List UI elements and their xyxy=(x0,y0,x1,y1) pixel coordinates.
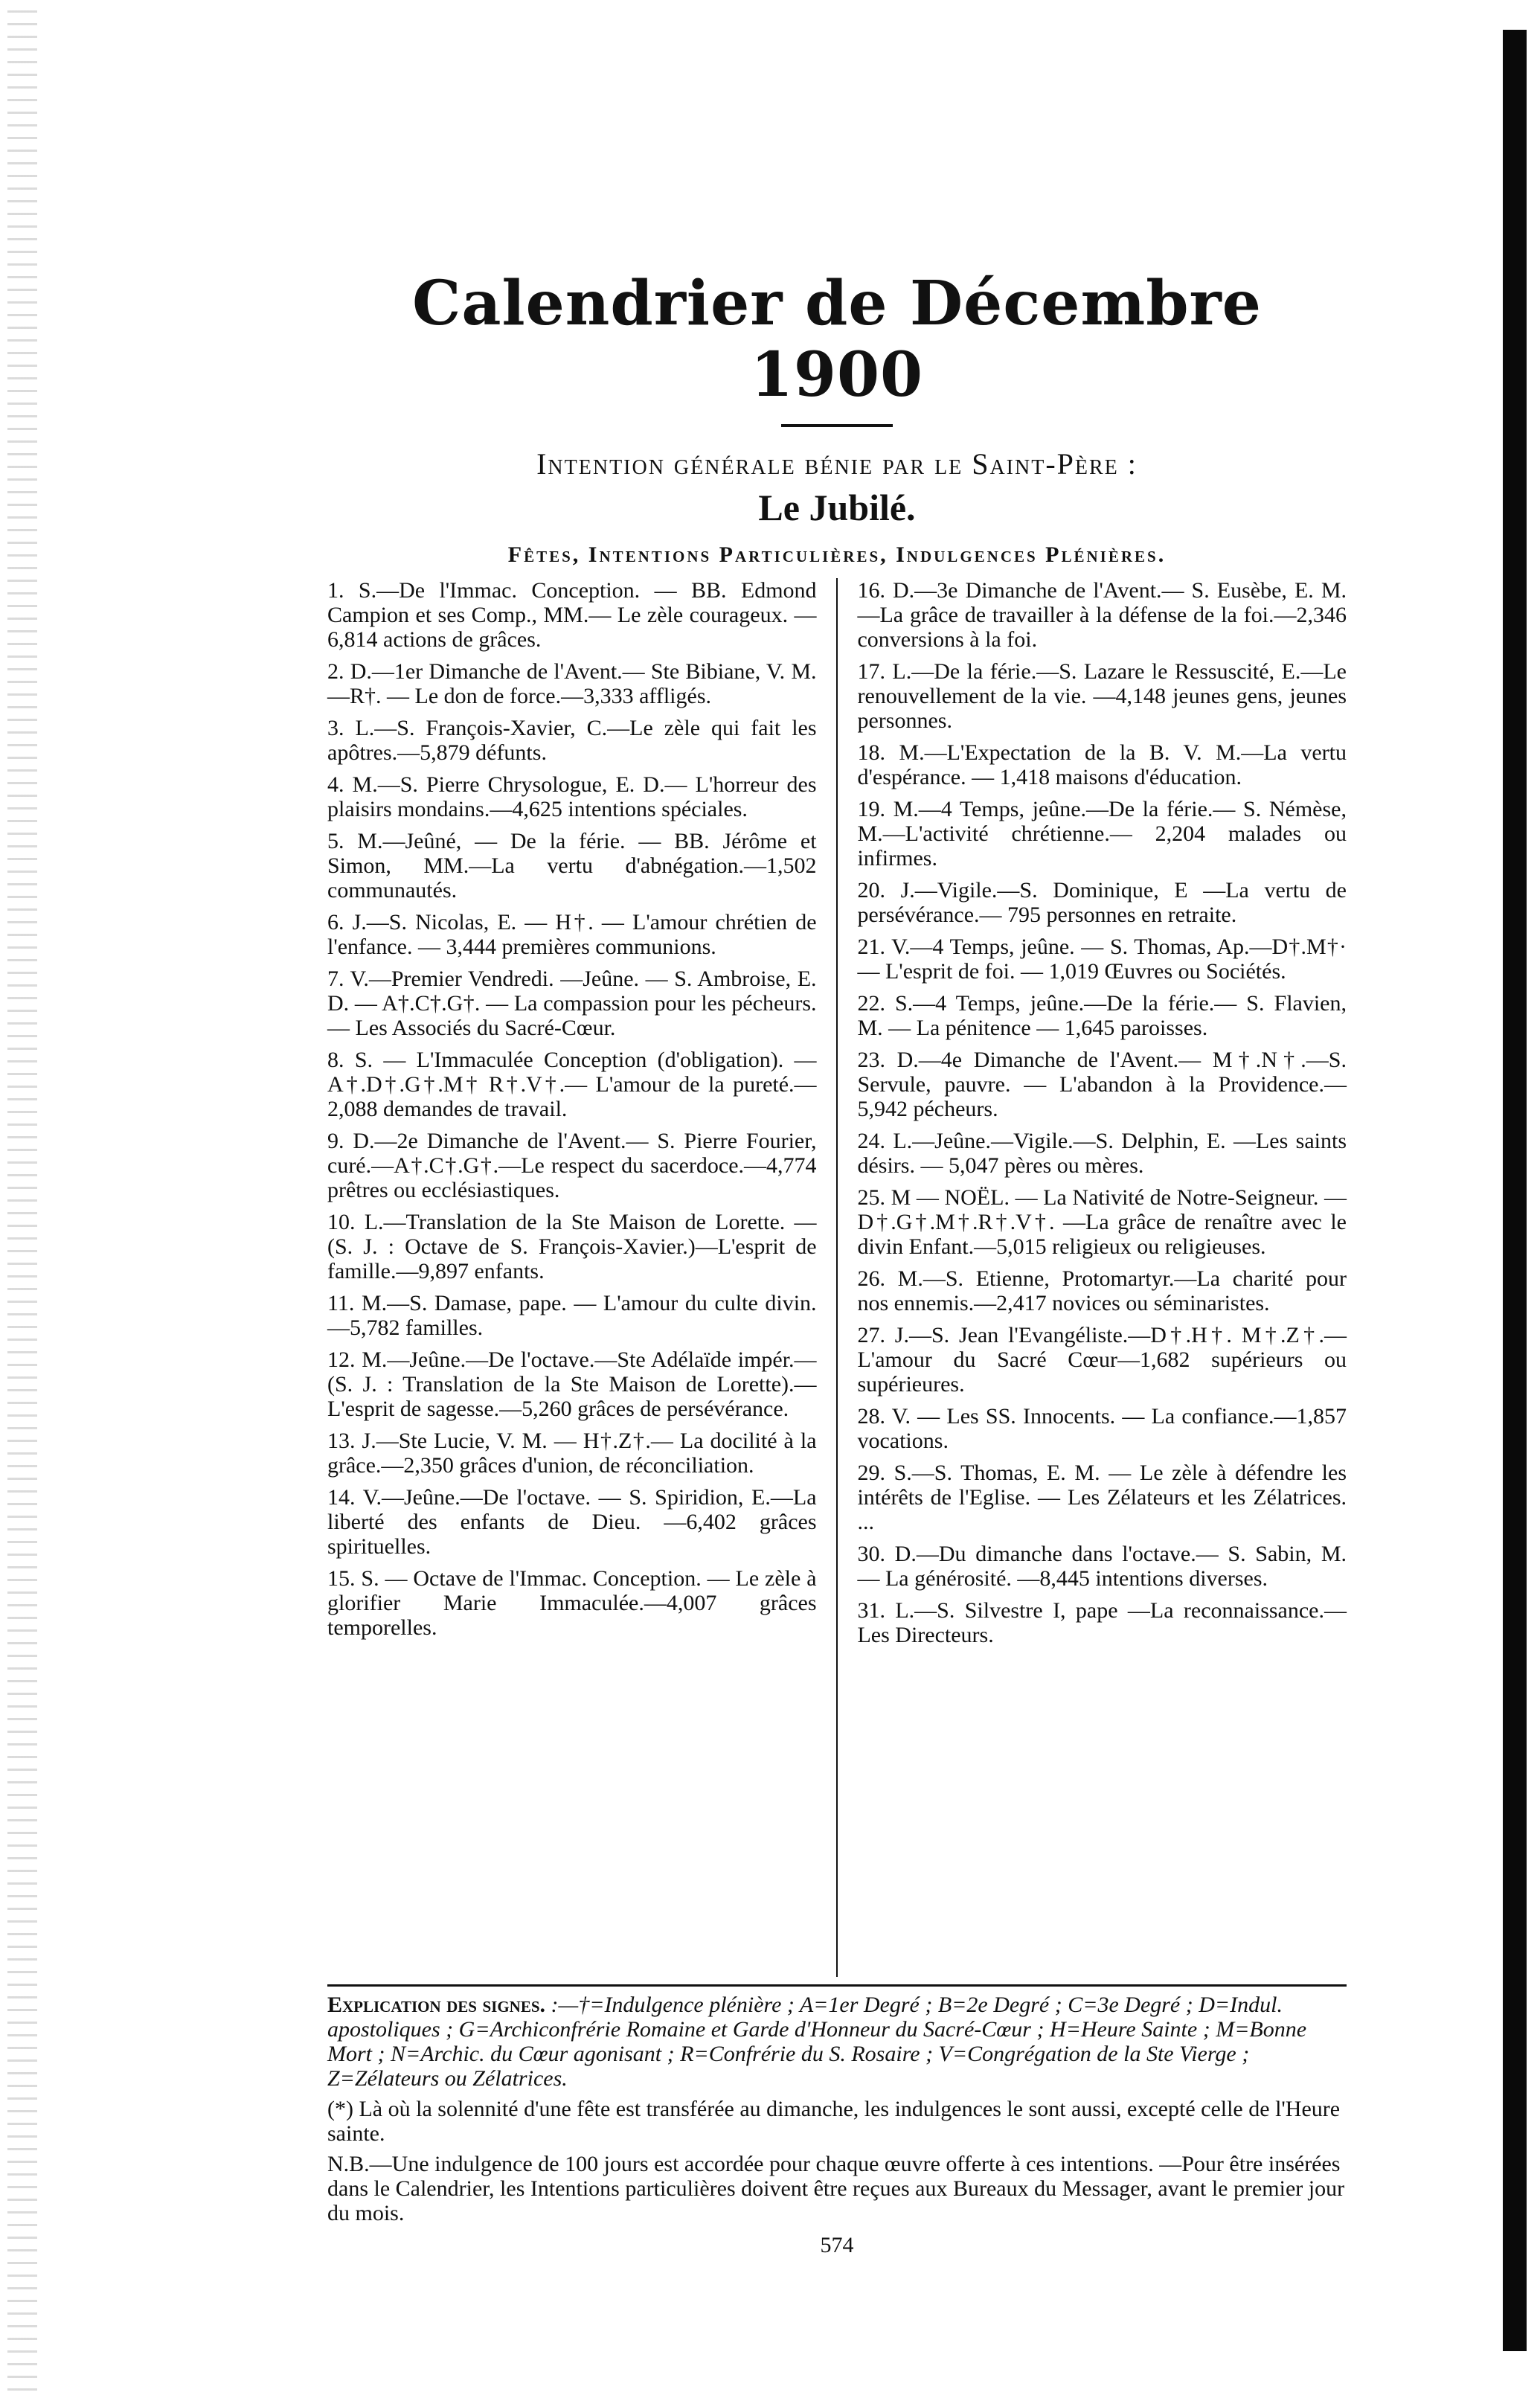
calendar-entry: 3. L.—S. François-Xavier, C.—Le zèle qui fait les apôtres.—5,879 défunts. xyxy=(327,716,817,765)
scan-edge-bar xyxy=(1503,30,1527,2351)
signs-explanation xyxy=(327,1984,1347,2091)
calendar-entry: 20. J.—Vigile.—S. Dominique, E —La vertu de persévérance.— 795 personnes en retraite. xyxy=(857,878,1347,927)
page-number: 574 xyxy=(820,2233,854,2257)
calendar-entry: 18. M.—L'Expectation de la B. V. M.—La vertu d'espérance. — 1,418 maisons d'éducation. xyxy=(857,740,1347,789)
notes xyxy=(327,2097,1347,2225)
calendar-entry: 19. M.—4 Temps, jeûne.—De la férie.— S. Némèse, M.—L'activité chrétienne.— 2,204 malades ou infirmes. xyxy=(857,797,1347,871)
calendar-entry: 27. J.—S. Jean l'Evangéliste.—D†.H†. M†.Z†.—L'amour du Sacré Cœur—1,682 supérieurs ou supérieures. xyxy=(857,1323,1347,1397)
calendar-entry: 28. V. — Les SS. Innocents. — La confiance.—1,857 vocations. xyxy=(857,1404,1347,1453)
signs-explanation-label: Explication des signes. xyxy=(327,1993,546,2017)
note-indulgence: N.B.—Une indulgence de 100 jours est accordée pour chaque œuvre offerte à ces intentions. —Pour être insérées dans le Calendrier, les Intentions particulières doivent être reçues aux Bureaux du Messager, avant le premier jour du mois. xyxy=(327,2152,1345,2225)
calendar-entry: 15. S. — Octave de l'Immac. Conception. — Le zèle à glorifier Marie Immaculée.—4,007 grâces temporelles. xyxy=(327,1566,817,1640)
calendar-entry: 26. M.—S. Etienne, Protomartyr.—La charité pour nos ennemis.—2,417 novices ou séminaristes. xyxy=(857,1266,1347,1315)
calendar-entry: 10. L.—Translation de la Ste Maison de Lorette. — (S. J. : Octave de S. François-Xavier.)—L'esprit de famille.—9,897 enfants. xyxy=(327,1210,817,1283)
calendar-entry: 24. L.—Jeûne.—Vigile.—S. Delphin, E. —Les saints désirs. — 5,047 pères ou mères. xyxy=(857,1129,1347,1178)
calendar-entry: 9. D.—2e Dimanche de l'Avent.— S. Pierre Fourier, curé.—A†.C†.G†.—Le respect du sacerdoce.—4,774 prêtres ou ecclésiastiques. xyxy=(327,1129,817,1202)
calendar-columns xyxy=(327,578,1347,1977)
general-intention-heading: Intention générale bénie par le Saint-Père : xyxy=(536,447,1138,481)
calendar-entry: 11. M.—S. Damase, pape. — L'amour du culte divin.—5,782 familles. xyxy=(327,1291,817,1340)
calendar-entry: 16. D.—3e Dimanche de l'Avent.— S. Eusèbe, E. M.—La grâce de travailler à la défense de la foi.—2,346 conversions à la foi. xyxy=(857,578,1347,652)
general-intention: Le Jubilé. xyxy=(758,487,916,528)
calendar-entry: 2. D.—1er Dimanche de l'Avent.— Ste Bibiane, V. M. —R†. — Le don de force.—3,333 affligés. xyxy=(327,659,817,708)
scan-margin-left xyxy=(7,0,37,2401)
calendar-entry: 4. M.—S. Pierre Chrysologue, E. D.— L'horreur des plaisirs mondains.—4,625 intentions spéciales. xyxy=(327,772,817,821)
column-divider xyxy=(836,578,838,1977)
calendar-entry: 6. J.—S. Nicolas, E. — H†. — L'amour chrétien de l'enfance. — 3,444 premières communions. xyxy=(327,910,817,959)
calendar-entry: 14. V.—Jeûne.—De l'octave. — S. Spiridion, E.—La liberté des enfants de Dieu. —6,402 grâces spirituelles. xyxy=(327,1485,817,1559)
calendar-entry: 25. M — NOËL. — La Nativité de Notre-Seigneur. — D†.G†.M†.R†.V†. —La grâce de renaître avec le divin Enfant.—5,015 religieux ou religieuses. xyxy=(857,1185,1347,1259)
calendar-entry: 12. M.—Jeûne.—De l'octave.—Ste Adélaïde impér.—(S. J. : Translation de la Ste Maison de Lorette).—L'esprit de sagesse.—5,260 grâces de persévérance. xyxy=(327,1347,817,1421)
calendar-entry: 1. S.—De l'Immac. Conception. — BB. Edmond Campion et ses Comp., MM.— Le zèle courageux. — 6,814 actions de grâces. xyxy=(327,578,817,652)
note-transfer: (*) Là où la solennité d'une fête est transférée au dimanche, les indulgences le sont aussi, excepté celle de l'Heure sainte. xyxy=(327,2097,1341,2146)
calendar-entry: 31. L.—S. Silvestre I, pape —La reconnaissance.—Les Directeurs. xyxy=(857,1598,1347,1647)
title-divider xyxy=(781,424,893,427)
calendar-entry: 17. L.—De la férie.—S. Lazare le Ressuscité, E.—Le renouvellement de la vie. —4,148 jeunes gens, jeunes personnes. xyxy=(857,659,1347,733)
signs-explanation-text: :—†=Indulgence plénière ; A=1er Degré ; B=2e Degré ; C=3e Degré ; D=Indul. apostoliques ; G=Archiconfrérie Romaine et Garde d'Honneur du Sacré-Cœur ; H=Heure Sainte ; M=Bonne Mort ; N=Archic. du Cœur agonisant ; R=Confrérie du S. Rosaire ; V=Congrégation de la Ste Vierge ; Z=Zélateurs ou Zélatrices. xyxy=(327,1993,1307,2091)
left-column xyxy=(327,578,817,1977)
calendar-entry: 23. D.—4e Dimanche de l'Avent.— M†.N†.—S. Servule, pauvre. — L'abandon à la Providence.—5,942 pécheurs. xyxy=(857,1048,1347,1121)
calendar-entry: 29. S.—S. Thomas, E. M. — Le zèle à défendre les intérêts de l'Eglise. — Les Zélateurs et les Zélatrices. ... xyxy=(857,1461,1347,1534)
right-column xyxy=(857,578,1347,1977)
calendar-entry: 21. V.—4 Temps, jeûne. — S. Thomas, Ap.—D†.M†· — L'esprit de foi. — 1,019 Œuvres ou Sociétés. xyxy=(857,935,1347,984)
sections-heading: Fêtes, Intentions Particulières, Indulgences Plénières. xyxy=(507,542,1167,567)
calendar-entry: 22. S.—4 Temps, jeûne.—De la férie.— S. Flavien, M. — La pénitence — 1,645 paroisses. xyxy=(857,991,1347,1040)
calendar-entry: 13. J.—Ste Lucie, V. M. — H†.Z†.— La docilité à la grâce.—2,350 grâces d'union, de réconciliation. xyxy=(327,1429,817,1478)
calendar-entry: 8. S. — L'Immaculée Conception (d'obligation). — A†.D†.G†.M† R†.V†.— L'amour de la pureté.—2,088 demandes de travail. xyxy=(327,1048,817,1121)
calendar-page xyxy=(327,246,1347,2258)
calendar-entry: 30. D.—Du dimanche dans l'octave.— S. Sabin, M. — La générosité. —8,445 intentions diverses. xyxy=(857,1542,1347,1591)
page-title: Calendrier de Décembre 1900 xyxy=(412,268,1262,411)
calendar-entry: 7. V.—Premier Vendredi. —Jeûne. — S. Ambroise, E. D. — A†.C†.G†. — La compassion pour les pécheurs. — Les Associés du Sacré-Cœur. xyxy=(327,967,817,1040)
calendar-entry: 5. M.—Jeûné, — De la férie. — BB. Jérôme et Simon, MM.—La vertu d'abnégation.—1,502 communautés. xyxy=(327,829,817,903)
